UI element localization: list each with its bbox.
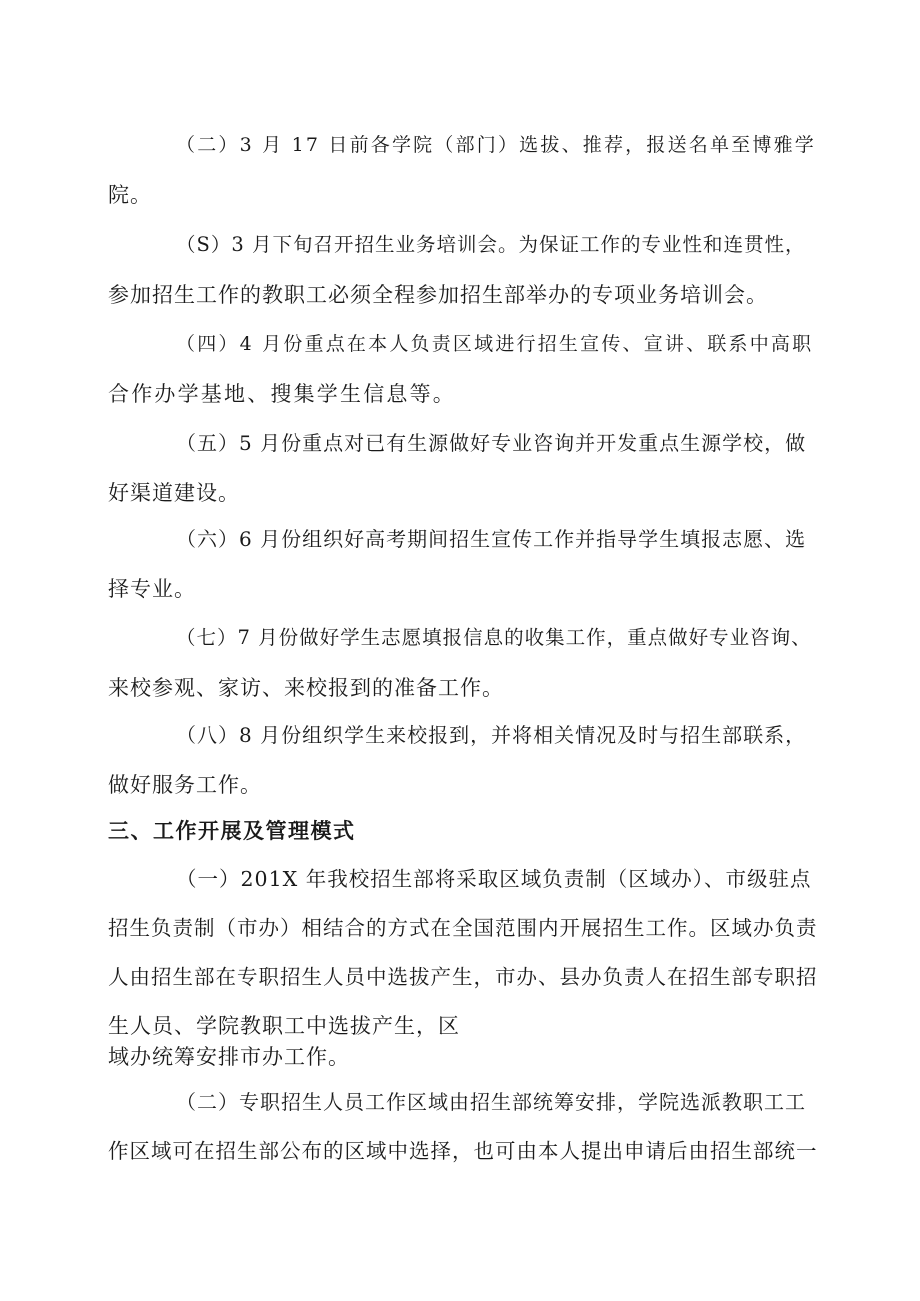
paragraph-3-2-line-1: （二）专职招生人员工作区域由招生部统筹安排，学院选派教职工工: [176, 1090, 806, 1114]
paragraph-3-1-line-4: 生人员、学院教职工中选拔产生，区: [108, 1014, 460, 1038]
paragraph-2-4-line-1: （五）5 月份重点对已有生源做好专业咨询并开发重点生源学校，做: [176, 431, 807, 455]
paragraph-3-2-line-2: 作区域可在招生部公布的区域中选择，也可由本人提出申请后由招生部统一: [108, 1139, 818, 1163]
paragraph-2-5-line-1: （六）6 月份组织好高考期间招生宣传工作并指导学生填报志愿、选: [176, 527, 807, 551]
section-heading: 三、工作开展及管理模式: [108, 819, 356, 843]
paragraph-2-7-line-1: （八）8 月份组织学生来校报到，并将相关情况及时与招生部联系，: [176, 723, 807, 747]
paragraph-2-1-line-1: （二）3 月 17 日前各学院（部门）选拔、推荐，报送名单至博雅学: [176, 134, 816, 156]
paragraph-3-1-line-3: 人由招生部在专职招生人员中选拔产生，市办、县办负责人在招生部专职招: [108, 965, 818, 989]
paragraph-2-5-line-2: 择专业。: [108, 577, 196, 601]
paragraph-2-2-line-1: （S）3 月下旬召开招生业务培训会。为保证工作的专业性和连贯性，: [176, 233, 806, 256]
paragraph-2-3-line-2: 合作办学基地、搜集学生信息等。: [108, 382, 456, 406]
paragraph-3-1-line-5: 域办统筹安排市办工作。: [108, 1045, 350, 1069]
paragraph-2-7-line-2: 做好服务工作。: [108, 773, 262, 797]
paragraph-2-6-line-2: 来校参观、家访、来校报到的准备工作。: [108, 676, 504, 700]
paragraph-2-2-line-2: 参加招生工作的教职工必须全程参加招生部举办的专项业务培训会。: [108, 283, 768, 307]
paragraph-2-6-line-1: （七）7 月份做好学生志愿填报信息的收集工作，重点做好专业咨询、: [176, 626, 812, 649]
paragraph-2-1-line-2: 院。: [108, 183, 152, 207]
paragraph-3-1-line-1: （一）201X 年我校招生部将采取区域负责制（区域办）、市级驻点: [176, 867, 812, 891]
paragraph-2-4-line-2: 好渠道建设。: [108, 481, 240, 505]
paragraph-2-3-line-1: （四）4 月份重点在本人负责区域进行招生宣传、宣讲、联系中高职: [176, 333, 814, 355]
paragraph-3-1-line-2: 招生负责制（市办）相结合的方式在全国范围内开展招生工作。区域办负责: [108, 916, 818, 940]
